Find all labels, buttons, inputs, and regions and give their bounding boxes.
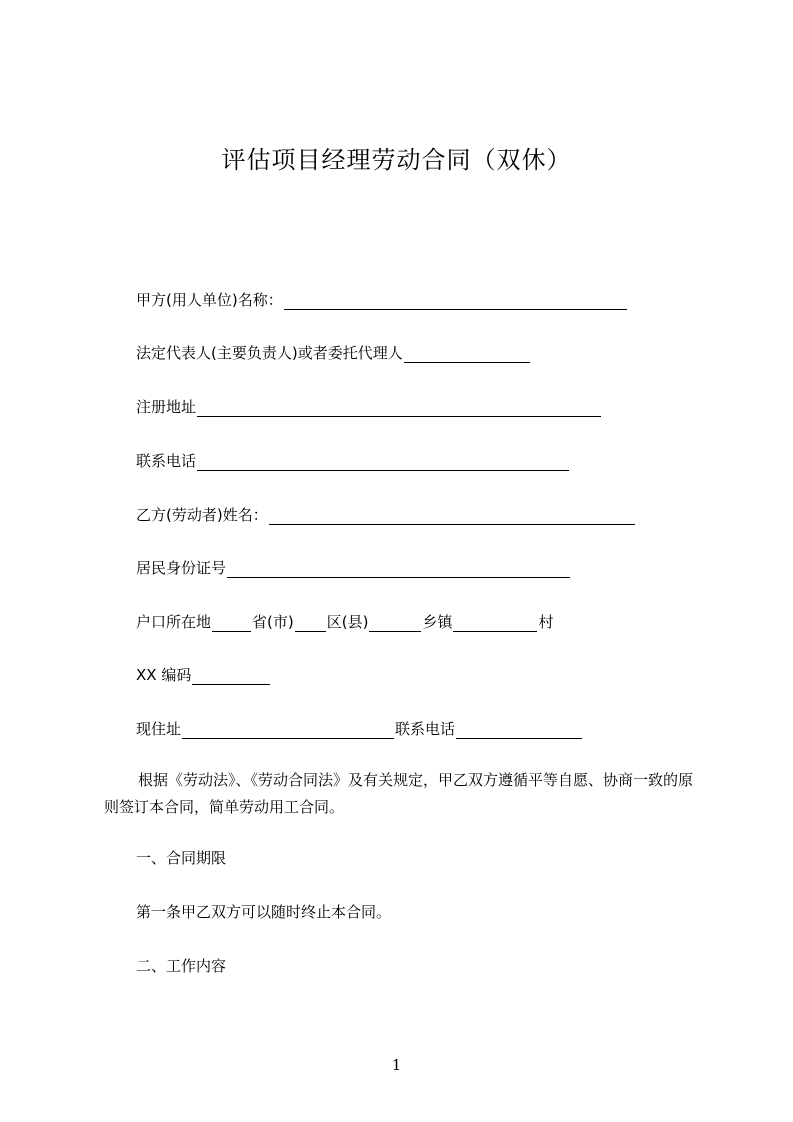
legal-rep-line	[136, 343, 531, 363]
section-1-article-1: 第一条甲乙双方可以随时终止本合同。	[136, 903, 392, 921]
postcode-blank[interactable]	[192, 668, 270, 685]
id-number-blank[interactable]	[227, 561, 570, 578]
hukou-town-label: 乡镇	[422, 613, 453, 631]
phone-blank[interactable]	[197, 454, 569, 471]
legal-rep-blank[interactable]	[404, 346, 530, 363]
phone-line	[136, 451, 570, 471]
intro-text: 根据《劳动法》、《劳动合同法》及有关规定，甲乙双方遵循平等自愿、协商一致的原则签订本合同，简单劳动用工合同。	[104, 771, 694, 816]
postcode-line	[136, 665, 271, 685]
employee-name-line	[136, 505, 636, 525]
reg-address-line	[136, 397, 602, 417]
section-2-heading: 二、工作内容	[136, 957, 227, 975]
current-address-label: 现住址	[136, 720, 182, 738]
current-address-blank[interactable]	[182, 722, 394, 739]
current-phone-label: 联系电话	[395, 720, 456, 738]
employer-name-label: 甲方(用人单位)名称：	[136, 291, 283, 309]
document-title: 评估项目经理劳动合同（双休）	[221, 146, 572, 174]
hukou-village-label: 村	[538, 613, 554, 631]
section-1-heading: 一、合同期限	[136, 849, 227, 867]
legal-rep-label: 法定代表人(主要负责人)或者委托代理人	[136, 344, 403, 362]
employer-name-line	[136, 290, 628, 310]
hukou-district-label: 区(县)	[326, 613, 369, 631]
hukou-line	[136, 612, 553, 632]
reg-address-label: 注册地址	[136, 398, 197, 416]
employer-name-blank[interactable]	[284, 293, 627, 310]
hukou-label: 户口所在地	[136, 613, 212, 631]
employee-name-blank[interactable]	[269, 508, 635, 525]
hukou-province-label: 省(市)	[252, 613, 294, 631]
employee-name-label: 乙方(劳动者)姓名：	[136, 506, 268, 524]
current-phone-blank[interactable]	[456, 722, 582, 739]
hukou-town-blank[interactable]	[369, 615, 421, 632]
phone-label: 联系电话	[136, 452, 197, 470]
intro-paragraph	[104, 767, 694, 821]
current-address-line	[136, 719, 583, 739]
reg-address-blank[interactable]	[197, 400, 601, 417]
hukou-province-blank[interactable]	[212, 615, 251, 632]
id-number-line	[136, 558, 571, 578]
page-number: 1	[391, 1056, 402, 1074]
hukou-district-blank[interactable]	[295, 615, 326, 632]
id-number-label: 居民身份证号	[136, 559, 227, 577]
hukou-village-blank[interactable]	[453, 615, 537, 632]
postcode-label: XX 编码	[136, 666, 192, 684]
